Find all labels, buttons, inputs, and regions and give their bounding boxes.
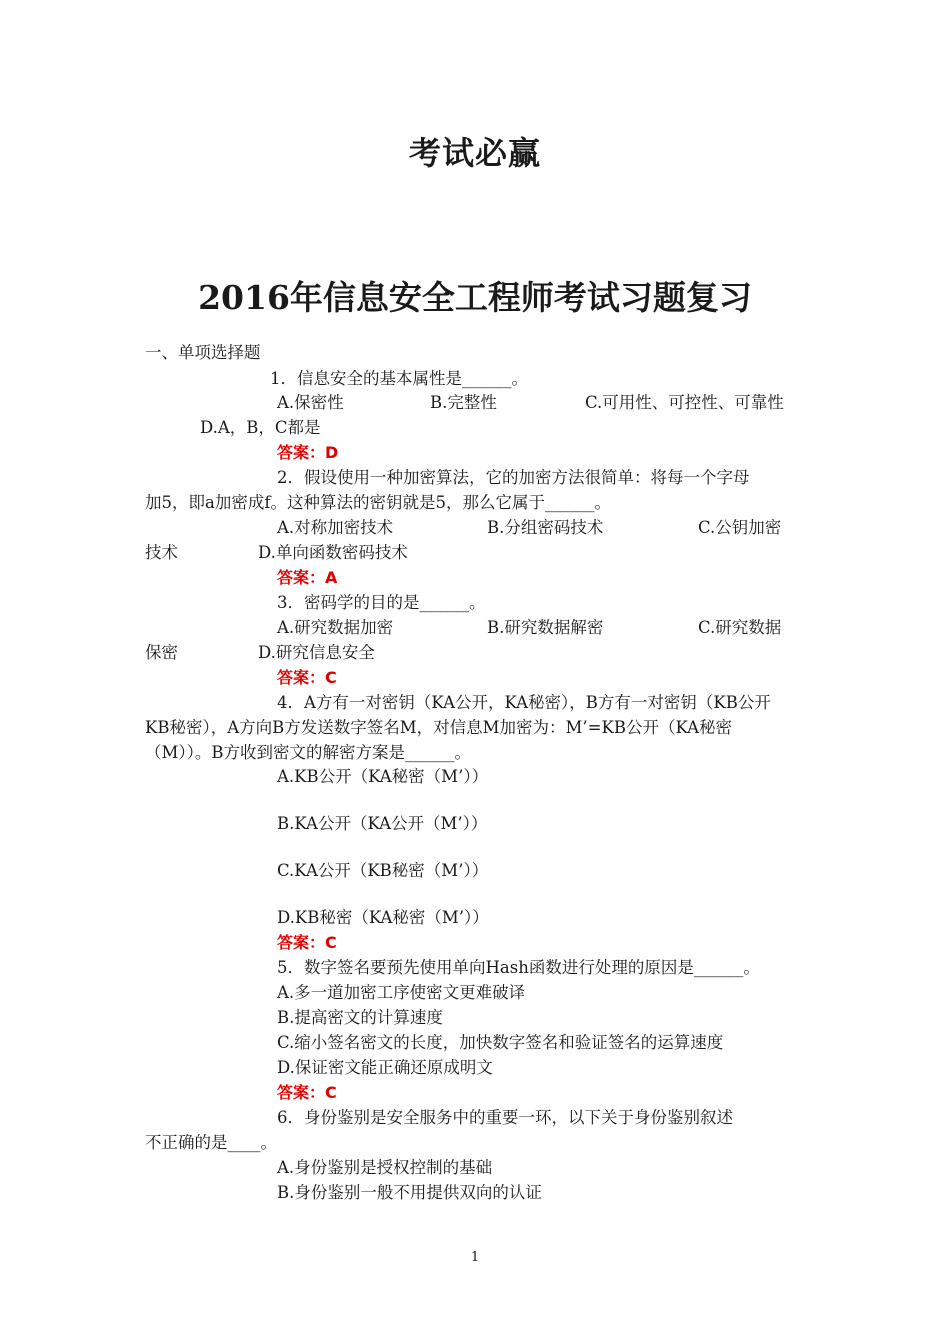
page-number: 1 <box>470 1250 480 1265</box>
q6-option-b: B.身份鉴别一般不用提供双向的认证 <box>277 1183 542 1202</box>
q3-option-c-cont: 保密 <box>145 643 178 662</box>
q2-option-c: C.公钥加密 <box>698 518 782 537</box>
q3-option-a: A.研究数据加密 <box>277 618 394 637</box>
q1-option-d: D.A，B，C都是 <box>200 418 321 437</box>
q1-answer: 答案：D <box>277 443 339 462</box>
q5-answer: 答案：C <box>277 1083 337 1102</box>
q4-option-c: C.KA公开（KB秘密（M’）） <box>277 861 489 880</box>
q3-answer: 答案：C <box>277 668 337 687</box>
q5-option-b: B.提高密文的计算速度 <box>277 1008 443 1027</box>
q4-stem-line1: 4．A方有一对密钥（KA公开，KA秘密），B方有一对密钥（KB公开 <box>277 693 771 712</box>
q2-option-b: B.分组密码技术 <box>487 518 604 537</box>
q4-stem-line3: （M））。B方收到密文的解密方案是______。 <box>145 743 472 762</box>
q5-option-a: A.多一道加密工序使密文更难破译 <box>277 983 526 1002</box>
q1-option-a: A.保密性 <box>277 393 344 412</box>
q2-option-a: A.对称加密技术 <box>277 518 394 537</box>
q2-stem-line1: 2．假设使用一种加密算法，它的加密方法很简单：将每一个字母 <box>277 468 750 487</box>
q4-answer: 答案：C <box>277 933 337 952</box>
q5-stem: 5．数字签名要预先使用单向Hash函数进行处理的原因是______。 <box>277 958 760 977</box>
q3-option-b: B.研究数据解密 <box>487 618 604 637</box>
q1-stem: 1．信息安全的基本属性是______。 <box>270 369 528 388</box>
q4-option-b: B.KA公开（KA公开（M’）） <box>277 814 488 833</box>
q3-option-d: D.研究信息安全 <box>258 643 375 662</box>
q5-option-d: D.保证密文能正确还原成明文 <box>277 1058 493 1077</box>
q5-option-c: C.缩小签名密文的长度，加快数字签名和验证签名的运算速度 <box>277 1033 724 1052</box>
q6-option-a: A.身份鉴别是授权控制的基础 <box>277 1158 493 1177</box>
q3-stem: 3．密码学的目的是______。 <box>277 593 486 612</box>
q2-answer: 答案：A <box>277 568 338 587</box>
q6-stem-line1: 6．身份鉴别是安全服务中的重要一环，以下关于身份鉴别叙述 <box>277 1108 733 1127</box>
q2-option-d: D.单向函数密码技术 <box>258 543 408 562</box>
q4-option-a: A.KB公开（KA秘密（M’）） <box>277 767 489 786</box>
q2-stem-line2: 加5，即a加密成f。这种算法的密钥就是5，那么它属于______。 <box>145 493 611 512</box>
q1-option-c: C.可用性、可控性、可靠性 <box>585 393 784 412</box>
q2-option-c-cont: 技术 <box>145 543 178 562</box>
document-title: 2016年信息安全工程师考试习题复习 <box>198 278 752 317</box>
banner-heading: 考试必赢 <box>408 134 541 172</box>
q4-stem-line2: KB秘密），A方向B方发送数字签名M，对信息M加密为：M’=KB公开（KA秘密 <box>145 718 733 737</box>
q1-option-b: B.完整性 <box>430 393 497 412</box>
q4-option-d: D.KB秘密（KA秘密（M’）） <box>277 908 489 927</box>
q3-option-c: C.研究数据 <box>698 618 782 637</box>
section-heading: 一、单项选择题 <box>145 343 261 362</box>
q6-stem-line2: 不正确的是____。 <box>145 1133 277 1152</box>
